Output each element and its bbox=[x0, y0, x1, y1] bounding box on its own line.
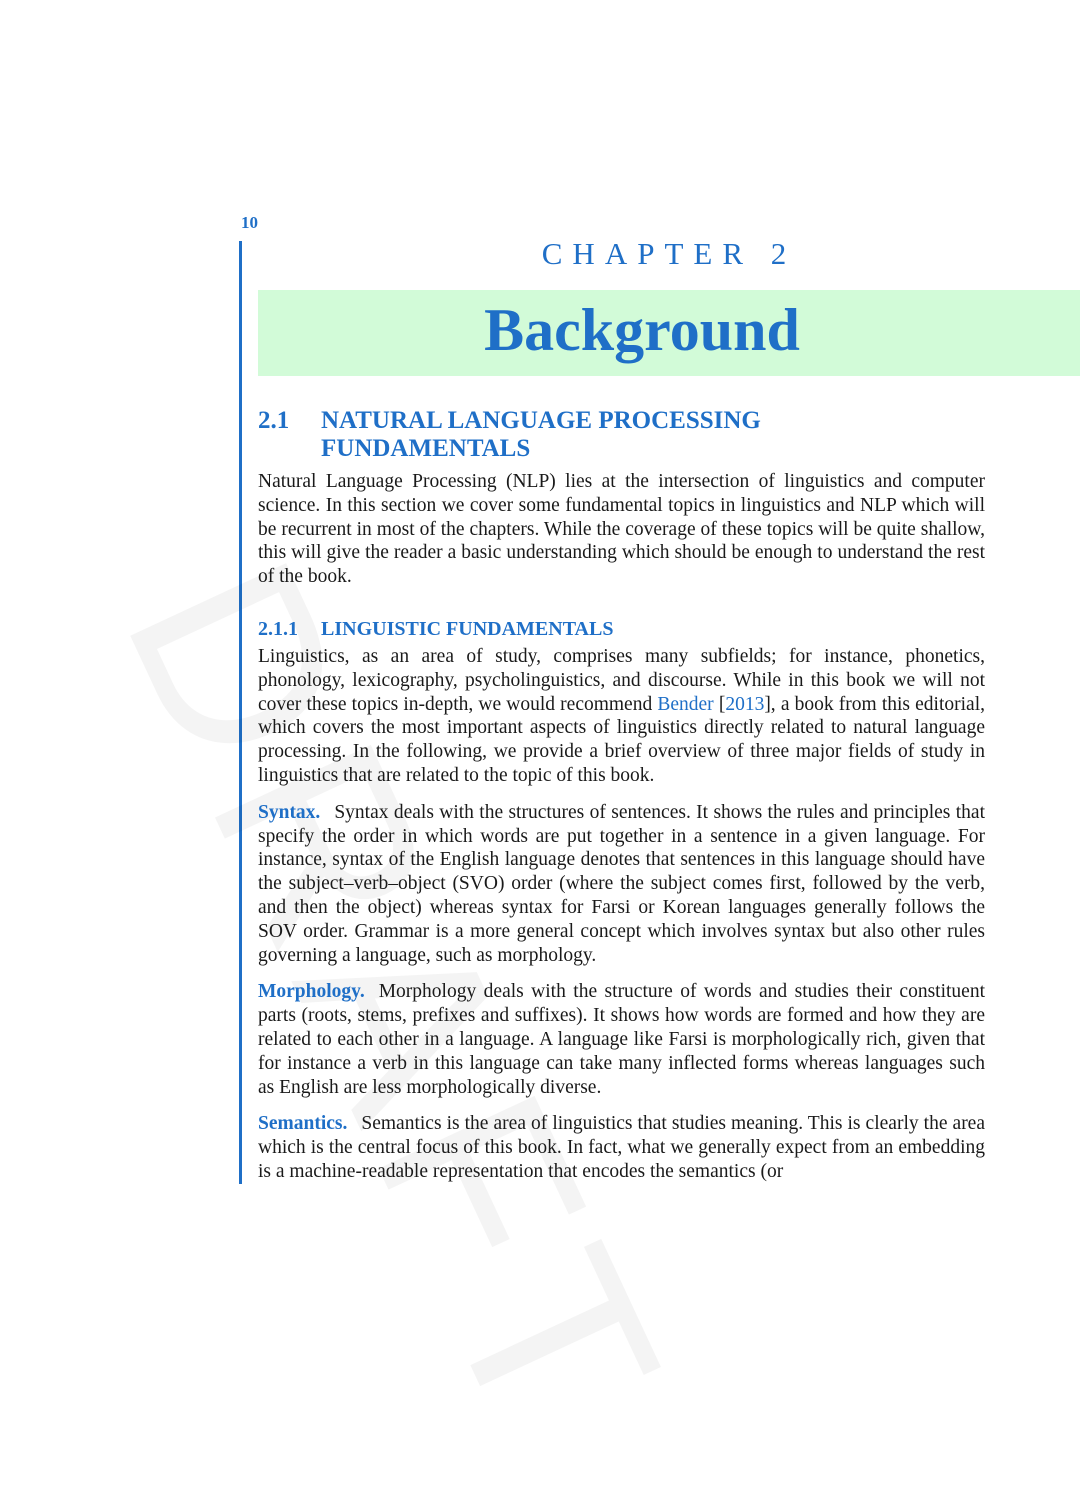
citation-open: [ bbox=[713, 693, 726, 715]
citation-author-link[interactable]: Bender bbox=[657, 693, 714, 715]
syntax-body: Syntax deals with the structures of sentences. It shows the rules and principles that specify the order in which words are put together in a sentence in a given language. For instance, syntax of the English language denotes that sentences in this language should have the subject–verb–object (SVO) order (where the subject comes first, followed by the verb, and then the object) whereas syntax for Farsi or Korean languages generally follows the SOV order. Grammar is a more general concept which involves syntax but also other rules governing a language, such as morphology. bbox=[258, 801, 985, 966]
section-number: 2.1 bbox=[258, 407, 290, 434]
section-title-line2: FUNDAMENTALS bbox=[321, 435, 531, 462]
semantics-body: Semantics is the area of linguistics that studies meaning. This is clearly the area which is the central focus of this book. In fact, what we generally expect from an embedding is a machine-readable representation that encodes the semantics (or bbox=[258, 1113, 985, 1182]
citation-year-link[interactable]: 2013 bbox=[725, 693, 765, 715]
page-body bbox=[258, 407, 985, 1184]
section-title-line1: NATURAL LANGUAGE PROCESSING bbox=[321, 407, 761, 434]
morphology-heading: Morphology. bbox=[258, 981, 365, 1003]
chapter-title: Background bbox=[484, 297, 800, 363]
morphology-paragraph bbox=[258, 980, 985, 1099]
subsection-paragraph bbox=[258, 645, 985, 788]
syntax-heading: Syntax. bbox=[258, 801, 321, 823]
semantics-heading: Semantics. bbox=[258, 1113, 348, 1135]
subsection-title: LINGUISTIC FUNDAMENTALS bbox=[321, 617, 614, 640]
subsection-text-before-cite: Linguistics, as an area of study, comprises many subfields; for instance, phonetics, phonology, lexicography, psycholinguistics, and discourse. While in this book we will not cover these topics in-depth, we would recommend bbox=[258, 645, 985, 715]
morphology-body: Morphology deals with the structure of words and studies their constituent parts (roots, stems, prefixes and suffixes). It shows how words are formed and how they are related to each other in a language. A language like Farsi is morphologically rich, given that for instance a verb in this language can take many inflected forms whereas languages such as English are less morphologically diverse. bbox=[258, 981, 985, 1098]
subsection-text-after-cite: ], a book from this editorial, which covers the most important aspects of linguistics directly related to natural language processing. In the following, we provide a brief overview of three major fields of study in linguistics that are related to the topic of this book. bbox=[258, 693, 985, 786]
syntax-paragraph bbox=[258, 801, 985, 968]
section-title bbox=[321, 407, 761, 463]
page-number: 10 bbox=[241, 213, 258, 232]
subsection-number: 2.1.1 bbox=[258, 617, 298, 640]
semantics-paragraph bbox=[258, 1112, 985, 1183]
section-intro: Natural Language Processing (NLP) lies at the intersection of linguistics and computer science. In this section we cover some fundamental topics in linguistics and NLP which will be recurrent in most of the chapters. While the coverage of these topics will be quite shallow, this will give the reader a basic understanding which should be enough to understand the rest of the book. bbox=[258, 471, 985, 588]
subsection-heading bbox=[258, 617, 985, 641]
chapter-label: CHAPTER 2 bbox=[541, 236, 797, 271]
section-heading bbox=[258, 407, 985, 463]
margin-rule bbox=[239, 241, 242, 1184]
